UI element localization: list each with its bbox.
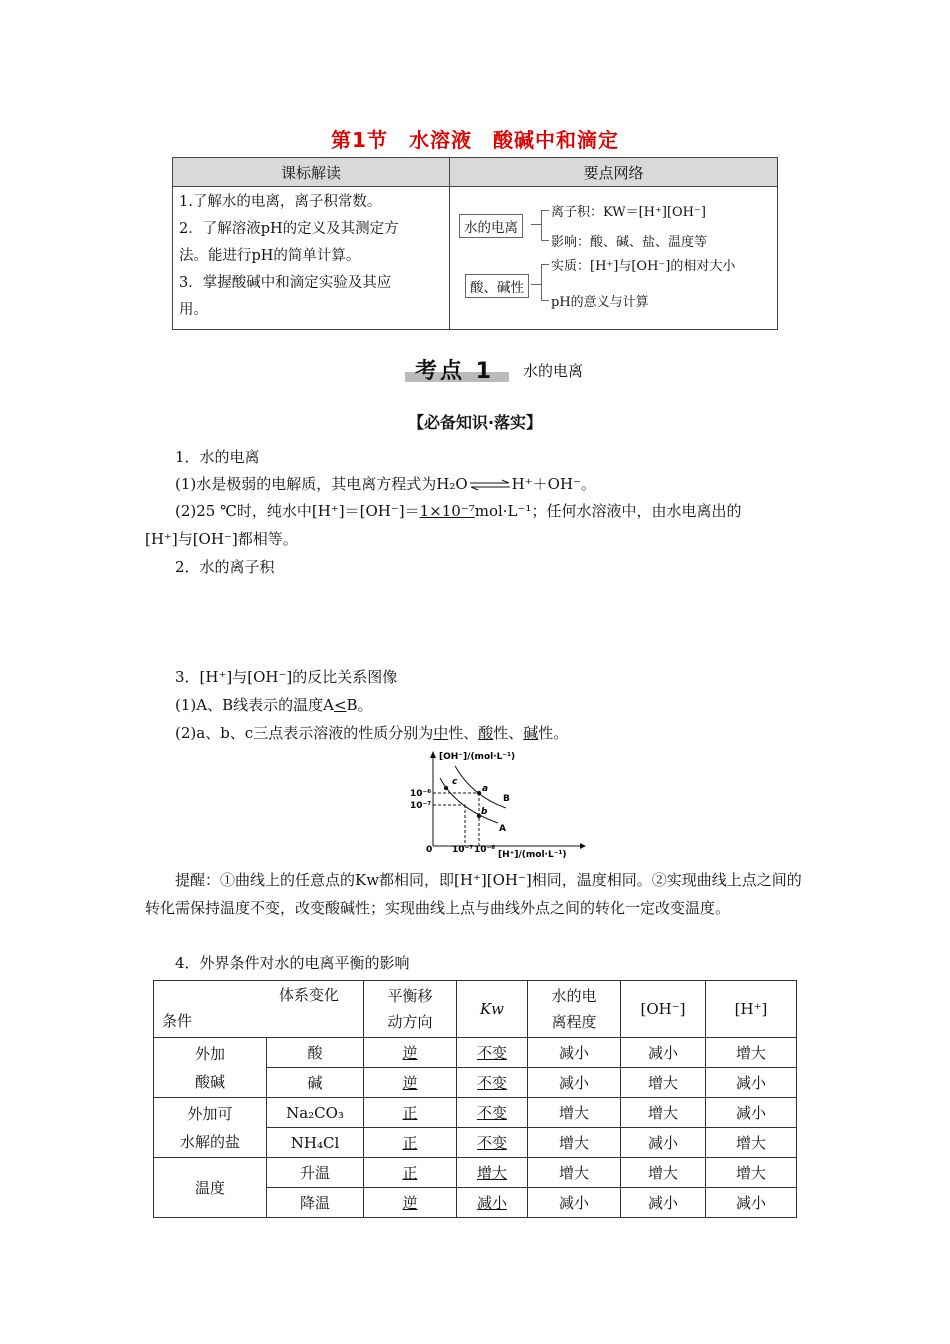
x-tick-0: 0 bbox=[426, 845, 433, 855]
x-tick-2: 10⁻⁶ bbox=[474, 845, 496, 855]
point-label-b: b bbox=[481, 807, 488, 817]
degree-cell: 减小 bbox=[528, 1068, 621, 1098]
network-ph: pH的意义与计算 bbox=[551, 295, 649, 310]
paragraph-2 bbox=[175, 500, 741, 521]
must-know-heading: 【必备知识·落实】 bbox=[407, 413, 543, 432]
degree-cell: 增大 bbox=[528, 1158, 621, 1188]
equation-products: H⁺＋OH⁻。 bbox=[511, 475, 596, 493]
h-cell: 减小 bbox=[706, 1068, 797, 1098]
p4-end: 性。 bbox=[538, 724, 569, 742]
p4-answer-b: 酸 bbox=[478, 724, 494, 742]
p4-answer-a: 中 bbox=[433, 724, 449, 742]
degree-cell: 减小 bbox=[528, 1038, 621, 1068]
factors-table bbox=[153, 980, 797, 1218]
table-row bbox=[154, 1098, 797, 1128]
h-cell: 增大 bbox=[706, 1038, 797, 1068]
network-node-acidity: 酸、碱性 bbox=[465, 274, 529, 298]
h-cell: 减小 bbox=[706, 1098, 797, 1128]
header-shift bbox=[364, 981, 457, 1038]
oh-cell: 增大 bbox=[621, 1068, 706, 1098]
x-tick-1: 10⁻⁷ bbox=[452, 845, 474, 855]
p2-prefix: (2)25 ℃时，纯水中[H⁺]＝[OH⁻]＝ bbox=[175, 502, 420, 520]
cond-cell: Na₂CO₃ bbox=[267, 1098, 364, 1128]
p4-sep-2: 性、 bbox=[493, 724, 524, 742]
overview-header-network: 要点网络 bbox=[450, 158, 778, 187]
kw-cell: 不变 bbox=[457, 1068, 528, 1098]
x-axis-label: [H⁺]/(mol·L⁻¹) bbox=[498, 850, 567, 860]
degree-cell: 减小 bbox=[528, 1188, 621, 1218]
kw-cell: 增大 bbox=[457, 1158, 528, 1188]
shift-cell: 正 bbox=[364, 1158, 457, 1188]
degree-cell: 增大 bbox=[528, 1098, 621, 1128]
x-axis-arrow-icon bbox=[580, 843, 586, 849]
goal-line: 用。 bbox=[179, 302, 208, 318]
page-title: 第1节 水溶液 酸碱中和滴定 bbox=[331, 128, 619, 152]
group-name-1: 外加可 bbox=[187, 1104, 233, 1123]
paragraph-2-cont: [H⁺]与[OH⁻]都相等。 bbox=[145, 530, 298, 548]
section-label: 水的电离 bbox=[523, 362, 584, 380]
shift-cell: 逆 bbox=[364, 1038, 457, 1068]
kw-cell: 减小 bbox=[457, 1188, 528, 1218]
oh-cell: 减小 bbox=[621, 1188, 706, 1218]
y-axis-label: [OH⁻]/(mol·L⁻¹) bbox=[439, 752, 516, 762]
oh-cell: 减小 bbox=[621, 1038, 706, 1068]
header-degree-2: 离程度 bbox=[551, 1013, 597, 1031]
point-label-a: a bbox=[482, 784, 489, 794]
goals-cell bbox=[173, 187, 450, 330]
kw-chart bbox=[400, 748, 590, 866]
heading-3: 3．[H⁺]与[OH⁻]的反比关系图像 bbox=[175, 668, 398, 686]
oh-cell: 减小 bbox=[621, 1128, 706, 1158]
network-essence: 实质：[H⁺]与[OH⁻]的相对大小 bbox=[551, 259, 736, 274]
table-row bbox=[154, 1158, 797, 1188]
header-degree-1: 水的电 bbox=[551, 987, 597, 1005]
curve-label-a: A bbox=[499, 824, 506, 834]
point-a bbox=[477, 791, 481, 795]
degree-cell: 增大 bbox=[528, 1128, 621, 1158]
network-node-ionization: 水的电离 bbox=[459, 214, 523, 238]
group-cell bbox=[154, 1038, 267, 1098]
p4-sep-1: 性、 bbox=[448, 724, 479, 742]
network-ion-product: 离子积：KW＝[H⁺][OH⁻] bbox=[551, 205, 706, 220]
network-factors: 影响：酸、碱、盐、温度等 bbox=[551, 235, 708, 250]
tip-paragraph: 提醒：①曲线上的任意点的Kw都相同，即[H⁺][OH⁻]相同，温度相同。②实现曲线上点之间的转化需保持温度不变，改变酸碱性；实现曲线上点与曲线外点之间的转化一定改变温度。 bbox=[145, 871, 802, 917]
curve-series-b bbox=[455, 766, 506, 808]
shift-cell: 正 bbox=[364, 1128, 457, 1158]
p4-answer-c: 碱 bbox=[523, 724, 539, 742]
group-name-2: 水解的盐 bbox=[179, 1132, 240, 1151]
point-c bbox=[444, 786, 448, 790]
p2-suffix: mol·L⁻¹；任何水溶液中，由水电离出的 bbox=[474, 502, 742, 520]
network-cell bbox=[450, 187, 778, 330]
paragraph-4 bbox=[175, 722, 568, 743]
p3-suffix: B。 bbox=[346, 696, 373, 714]
equilibrium-arrow-icon bbox=[468, 479, 512, 491]
goal-line: 2．了解溶液pH的定义及其测定方 bbox=[179, 221, 399, 237]
kw-cell: 不变 bbox=[457, 1038, 528, 1068]
goal-line: 法。能进行pH的简单计算。 bbox=[179, 248, 361, 264]
cond-cell: 酸 bbox=[267, 1038, 364, 1068]
cond-cell: 碱 bbox=[267, 1068, 364, 1098]
p4-prefix: (2)a、b、c三点表示溶液的性质分别为 bbox=[175, 724, 434, 742]
cond-cell: 降温 bbox=[267, 1188, 364, 1218]
y-tick-0: 10⁻⁶ bbox=[410, 789, 432, 799]
group-name-1: 外加 bbox=[194, 1044, 225, 1063]
p2-answer: 1×10⁻⁷ bbox=[419, 502, 475, 520]
section-badge: 考点 1 bbox=[415, 359, 494, 384]
goal-line: 1.了解水的电离，离子积常数。 bbox=[179, 194, 382, 210]
header-degree bbox=[528, 981, 621, 1038]
y-tick-1: 10⁻⁷ bbox=[410, 801, 432, 811]
group-cell bbox=[154, 1098, 267, 1158]
curve-label-b: B bbox=[503, 794, 510, 804]
h-cell: 增大 bbox=[706, 1158, 797, 1188]
y-axis-arrow-icon bbox=[430, 751, 436, 758]
oh-cell: 增大 bbox=[621, 1098, 706, 1128]
oh-cell: 增大 bbox=[621, 1158, 706, 1188]
header-change: 体系变化 bbox=[278, 986, 339, 1004]
heading-2: 2．水的离子积 bbox=[175, 558, 275, 576]
table-row bbox=[154, 1038, 797, 1068]
cond-cell: 升温 bbox=[267, 1158, 364, 1188]
group-cell: 温度 bbox=[154, 1158, 267, 1218]
shift-cell: 逆 bbox=[364, 1188, 457, 1218]
p3-answer: < bbox=[333, 696, 347, 714]
diag-header-cell bbox=[154, 981, 364, 1038]
h-cell: 增大 bbox=[706, 1128, 797, 1158]
header-shift-1: 平衡移 bbox=[387, 987, 433, 1005]
equation-prefix: (1)水是极弱的电解质，其电离方程式为H₂O bbox=[175, 475, 468, 493]
shift-cell: 逆 bbox=[364, 1068, 457, 1098]
kw-cell: 不变 bbox=[457, 1098, 528, 1128]
concept-network bbox=[451, 188, 776, 328]
overview-header-goals: 课标解读 bbox=[173, 158, 450, 187]
point-label-c: c bbox=[452, 777, 458, 787]
kw-cell: 不变 bbox=[457, 1128, 528, 1158]
p3-prefix: (1)A、B线表示的温度A bbox=[175, 696, 334, 714]
heading-1: 1．水的电离 bbox=[175, 448, 260, 466]
paragraph-3 bbox=[175, 694, 373, 715]
header-kw: Kw bbox=[457, 981, 528, 1038]
header-shift-2: 动方向 bbox=[387, 1013, 433, 1031]
overview-table bbox=[172, 157, 778, 330]
h-cell: 减小 bbox=[706, 1188, 797, 1218]
ionization-equation bbox=[175, 473, 596, 494]
shift-cell: 正 bbox=[364, 1098, 457, 1128]
group-name-2: 酸碱 bbox=[194, 1072, 225, 1091]
cond-cell: NH₄Cl bbox=[267, 1128, 364, 1158]
header-oh: [OH⁻] bbox=[621, 981, 706, 1038]
header-h: [H⁺] bbox=[706, 981, 797, 1038]
header-condition: 条件 bbox=[162, 1012, 193, 1030]
heading-4: 4．外界条件对水的电离平衡的影响 bbox=[175, 954, 410, 972]
goal-line: 3．掌握酸碱中和滴定实验及其应 bbox=[179, 275, 392, 291]
